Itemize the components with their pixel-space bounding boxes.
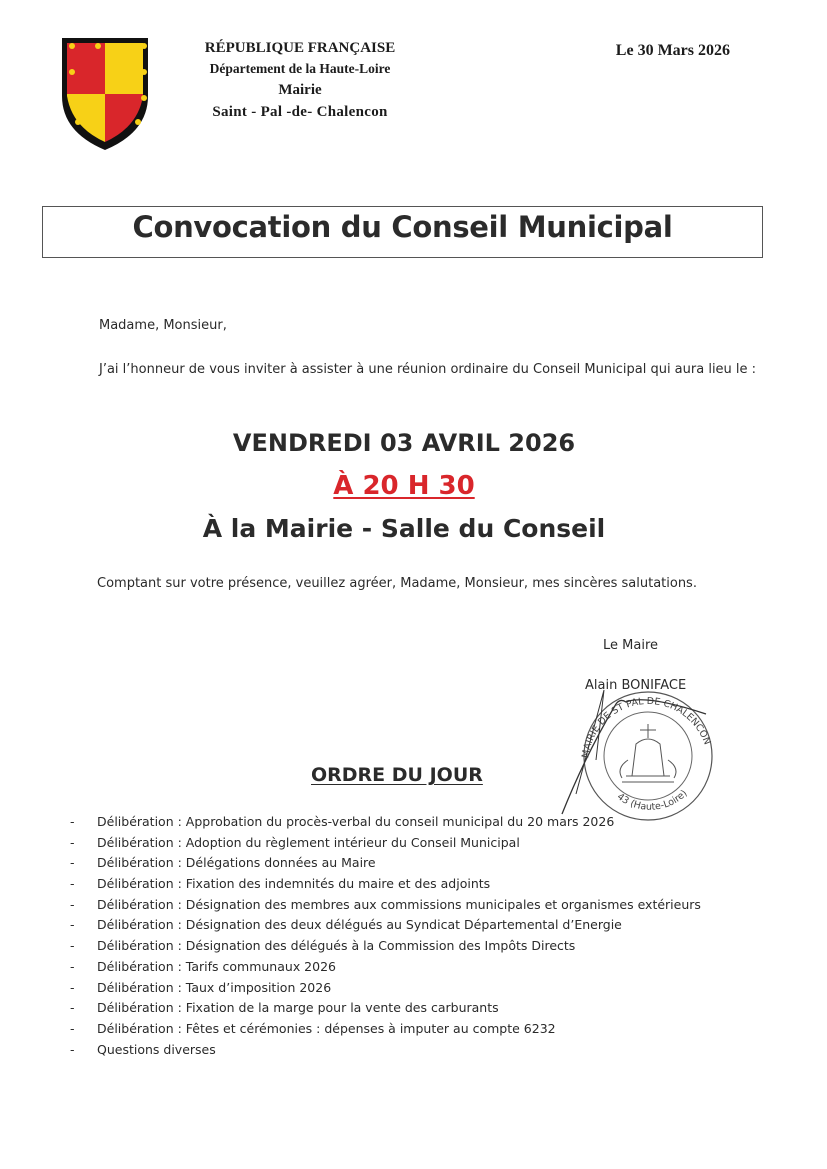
bullet-dash: -	[70, 1000, 75, 1016]
closing-paragraph: Comptant sur votre présence, veuillez agréer, Madame, Monsieur, mes sincères salutations.	[97, 576, 697, 591]
header-republic: RÉPUBLIQUE FRANÇAISE	[204, 40, 396, 56]
agenda-list	[70, 812, 701, 1060]
intro-paragraph: J’ai l’honneur de vous inviter à assister à une réunion ordinaire du Conseil Municipal qui aura lieu le :	[99, 362, 757, 377]
agenda-item: - Délibération : Fixation des indemnités du maire et des adjoints	[70, 874, 701, 895]
stamp-text-top: MAIRIE DE ST PAL DE CHALENCON	[580, 695, 713, 759]
meeting-day: VENDREDI 03 AVRIL 2026	[232, 429, 576, 457]
agenda-title: ORDRE DU JOUR	[311, 764, 483, 786]
agenda-item: - Délibération : Tarifs communaux 2026	[70, 957, 701, 978]
bullet-dash: -	[70, 814, 75, 829]
bullet-dash: -	[70, 938, 75, 954]
salutation: Madame, Monsieur,	[99, 318, 227, 333]
document-date: Le 30 Mars 2026	[615, 42, 730, 59]
bullet-dash: -	[70, 876, 75, 892]
agenda-item: - Questions diverses	[70, 1040, 701, 1061]
agenda-item: - Délibération : Fêtes et cérémonies : dépenses à imputer au compte 6232	[70, 1019, 701, 1040]
meeting-time: À 20 H 30	[333, 471, 475, 501]
agenda-item: - Délibération : Désignation des deux délégués au Syndicat Départemental d’Energie	[70, 915, 701, 936]
signature-role: Le Maire	[603, 638, 658, 653]
bullet-dash: -	[70, 979, 75, 995]
agenda-item: - Délibération : Fixation de la marge pour la vente des carburants	[70, 998, 701, 1019]
agenda-item: - Délibération : Adoption du règlement intérieur du Conseil Municipal	[70, 833, 701, 854]
bullet-dash: -	[70, 958, 75, 974]
stamp-text-bottom: 43 (Haute-Loire)	[614, 788, 690, 813]
agenda-item: - Délibération : Désignation des délégués à la Commission des Impôts Directs	[70, 936, 701, 957]
bullet-dash: -	[70, 1041, 75, 1057]
bullet-dash: -	[70, 917, 75, 933]
signature-name: Alain BONIFACE	[585, 678, 687, 693]
header-town: Saint - Pal -de- Chalencon	[212, 104, 388, 120]
bullet-dash: -	[70, 896, 75, 912]
header-mairie: Mairie	[278, 82, 322, 98]
coat-of-arms-icon	[58, 34, 152, 154]
agenda-item: - Délibération : Approbation du procès-verbal du conseil municipal du 20 mars 2026	[70, 812, 701, 833]
agenda-item: - Délibération : Taux d’imposition 2026	[70, 978, 701, 999]
bullet-dash: -	[70, 834, 75, 850]
agenda-item: - Délibération : Délégations données au Maire	[70, 853, 701, 874]
meeting-place: À la Mairie - Salle du Conseil	[202, 514, 606, 543]
page-title: Convocation du Conseil Municipal	[132, 210, 673, 244]
bullet-dash: -	[70, 855, 75, 871]
header-department: Département de la Haute-Loire	[209, 61, 391, 76]
agenda-item: - Délibération : Désignation des membres aux commissions municipales et organismes extérieurs	[70, 895, 701, 916]
bullet-dash: -	[70, 1020, 75, 1036]
